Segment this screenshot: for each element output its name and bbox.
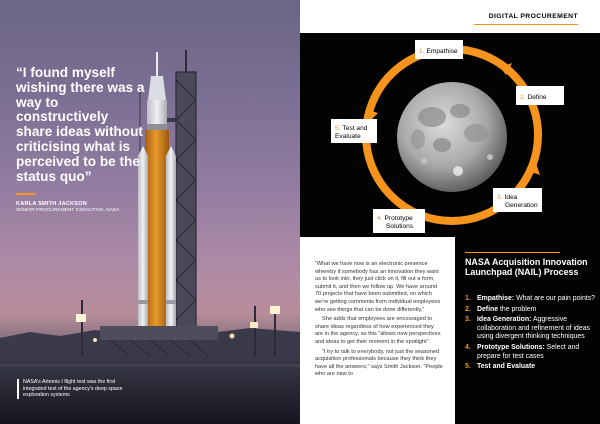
body-paragraph: “What we have now is an electronic presence whereby if somebody has an innovation they want us to look into, they just click on it, fill out a form, submit it, and then we follow up. We have around 70 projects that have been submitted, on which we’re getting comments from individual employees who see things that can be done differently.” [315,261,441,313]
cycle-step-define [516,86,564,105]
article-body [315,261,443,381]
quote-text: “I found myself wishing there was a way to constructively share ideas without criticising what is perceived to be the status quo” [16,65,145,184]
box-heading: NASA Acquisition Innovation Launchpad (NAIL) Process [465,257,588,278]
step-title: Idea Generation: [477,316,532,324]
cycle-step-test-and-evaluate [331,119,377,143]
process-step [465,316,595,342]
step-number: 1. [465,295,471,302]
cycle-step-prototype-solutions [373,209,425,233]
quote-divider [16,193,36,195]
body-paragraph: She adds that employees are encouraged to share ideas regardless of how experienced they are in the agency, as this “allows new perspectives and ideas to get their moment in the spotlight”. [315,316,441,345]
section-label: DIGITAL PROCUREMENT [488,13,578,20]
step-number: 5. [465,363,471,371]
step-description: Select and prepare for test cases [477,343,580,360]
pull-quote [16,66,146,214]
svg-text:1.Empathise: 1. Empathise [419,48,458,55]
section-label-rule [474,24,578,25]
right-page [300,0,600,424]
box-heading-rule [465,252,560,253]
process-step [465,306,595,315]
step-title: Test and Evaluate [477,363,536,371]
body-paragraph: “I try to talk to everybody, not just the seasoned acquisition professionals because they think they have all the answers,” says Smith Jackson. “People who are new to [315,348,443,378]
svg-text:4.Prototype Soluti: 4. Prototype Solutions [377,215,414,230]
step-description: Aggressive collaboration and refinement of ideas using divergent thinking techniques [477,316,591,341]
step-title: Empathise: [477,295,515,302]
step-number: 4. [465,343,471,351]
quote-attribution-title: SENIOR PROCUREMENT EXECUTIVE, NASA [16,208,120,214]
step-description: the problem [498,305,537,313]
nail-process-box [455,237,600,424]
step-description: What are our pain points? [514,295,595,302]
core-stage [145,130,169,326]
step-number: 2. [465,305,471,313]
process-step [465,344,595,361]
svg-text:3.Idea Generation: 3. Idea Generation [497,194,538,209]
process-step-list [465,295,595,374]
step-title: Prototype Solutions: [477,343,545,351]
step-number: 3. [465,316,471,324]
svg-text:5.Test and Evaluat: 5. Test and Evaluate [335,125,368,140]
moon-image [397,82,507,192]
quote-attribution-name: KARLA SMITH JACKSON [16,201,88,208]
svg-text:2.Define: 2. Define [520,94,547,101]
process-step [465,295,595,304]
right-booster [166,146,176,326]
cycle-step-empathise [415,40,463,59]
launch-tower [176,72,196,334]
nail-cycle-diagram [300,33,600,237]
step-title: Define [477,305,499,313]
cycle-step-idea-generation [493,188,542,212]
photo-caption: NASA’s Artemis I flight test was the first integrated test of the agency’s deep space exploration systems [17,379,135,399]
process-step [465,363,595,372]
cycle-graphic [300,33,600,237]
